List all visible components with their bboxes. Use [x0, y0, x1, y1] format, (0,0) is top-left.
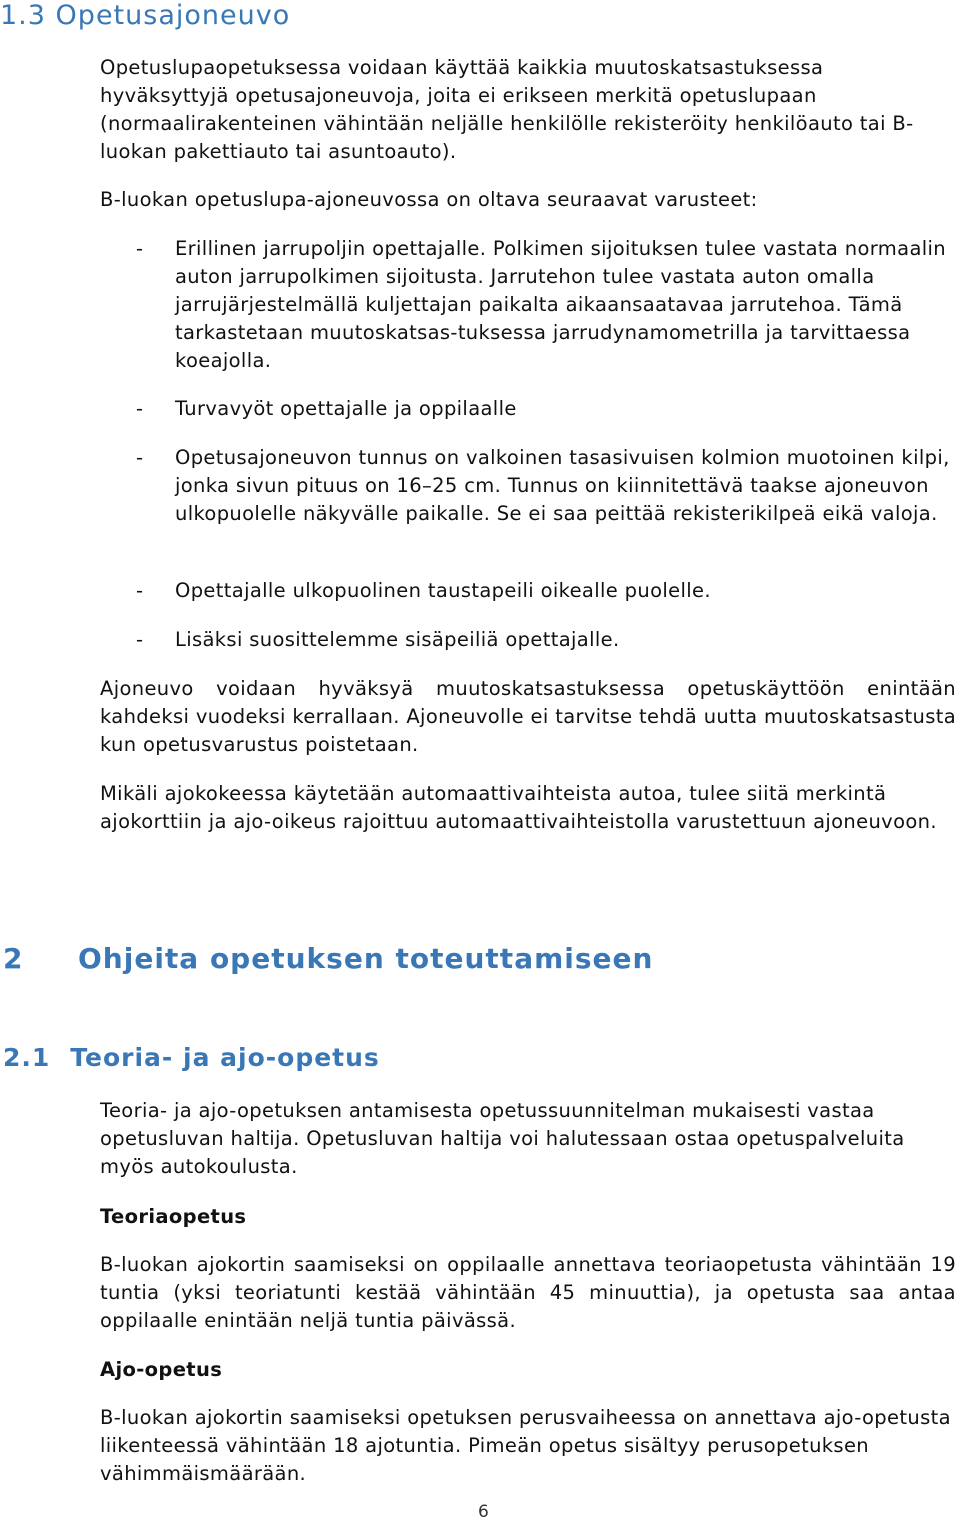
list-dash: -: [136, 446, 144, 469]
list-item-text: Turvavyöt opettajalle ja oppilaalle: [175, 397, 517, 420]
section-heading-2-1: [3, 1043, 380, 1072]
section-number: 2.1: [3, 1043, 51, 1072]
section-heading-1-3: [0, 0, 290, 31]
list-item-text: Opetusajoneuvon tunnus on valkoinen tasasivuisen kolmion muotoinen kilpi, jonka sivun pituus on 16–25 cm. Tunnus on kiinnitettävä taakse ajoneuvon ulkopuolelle näkyvälle paikalle. Se ei saa peittää rekisterikilpeä eikä valoja.: [175, 446, 950, 525]
list-item: [136, 577, 956, 605]
chapter-number: 2: [3, 942, 24, 975]
automatic-paragraph: Mikäli ajokokeessa käytetään automaattivaihteista autoa, tulee siitä merkintä ajokorttiin ja ajo-oikeus rajoittuu automaattivaihteistolla varustettuun ajoneuvoon.: [100, 782, 937, 833]
intro-paragraph: Opetuslupaopetuksessa voidaan käyttää kaikkia muutoskatsastuksessa hyväksyttyjä opetusajoneuvoja, joita ei erikseen merkitä opetuslupaan (normaalirakenteinen vähintään neljälle henkilölle rekisteröity henkilöauto tai B-luokan pakettiauto tai asuntoauto).: [100, 56, 914, 163]
list-item: [136, 626, 956, 654]
list-item-text: Opettajalle ulkopuolinen taustapeili oikealle puolelle.: [175, 579, 711, 602]
approval-paragraph: Ajoneuvo voidaan hyväksyä muutoskatsastuksessa opetuskäyttöön enintään kahdeksi vuodeksi kerrallaan. Ajoneuvolle ei tarvitse tehdä uutta muutoskatsastusta kun opetusvarustus poistetaan.: [100, 677, 956, 756]
section-title: Teoria- ja ajo-opetus: [70, 1043, 380, 1072]
chapter-title: Ohjeita opetuksen toteuttamiseen: [78, 942, 654, 975]
equipment-intro: B-luokan opetuslupa-ajoneuvossa on oltava seuraavat varusteet:: [100, 188, 758, 211]
responsibility-paragraph: Teoria- ja ajo-opetuksen antamisesta opetussuunnitelman mukaisesti vastaa opetusluvan haltija. Opetusluvan haltija voi halutessaan ostaa opetuspalveluita myös autokoulusta.: [100, 1099, 905, 1178]
driving-heading: Ajo-opetus: [100, 1358, 223, 1381]
list-item-text: Erillinen jarrupoljin opettajalle. Polkimen sijoituksen tulee vastata normaalin auton jarrupolkimen sijoitusta. Jarrutehon tulee vastata auton omalla jarrujärjestelmällä kuljettajan paikalta aikaansaatavaa jarrutehoa. Tämä tarkastetaan muutoskatsas-tuksessa jarrudynamometrilla ja tarvittaessa koeajolla.: [175, 237, 946, 372]
list-item-text: Lisäksi suosittelemme sisäpeiliä opettajalle.: [175, 628, 620, 651]
list-item: [136, 235, 956, 375]
list-dash: -: [136, 237, 144, 260]
list-item: [136, 444, 956, 528]
theory-heading: Teoriaopetus: [100, 1205, 247, 1228]
list-dash: -: [136, 397, 144, 420]
list-dash: -: [136, 579, 144, 602]
section-number: 1.3: [0, 0, 46, 31]
page-number: 6: [478, 1502, 489, 1522]
section-title: Opetusajoneuvo: [55, 0, 291, 31]
driving-paragraph: B-luokan ajokortin saamiseksi opetuksen perusvaiheessa on annettava ajo-opetusta liikenteessä vähintään 18 ajotuntia. Pimeän opetus sisältyy perusopetuksen vähimmäismäärään.: [100, 1406, 951, 1485]
theory-paragraph: B-luokan ajokortin saamiseksi on oppilaalle annettava teoriaopetusta vähintään 19 tuntia (yksi teoriatunti kestää vähintään 45 minuuttia), ja opetusta saa antaa oppilaalle enintään neljä tuntia päivässä.: [100, 1253, 956, 1332]
list-dash: -: [136, 628, 144, 651]
chapter-heading-2: [3, 942, 653, 975]
list-item: [136, 395, 956, 423]
